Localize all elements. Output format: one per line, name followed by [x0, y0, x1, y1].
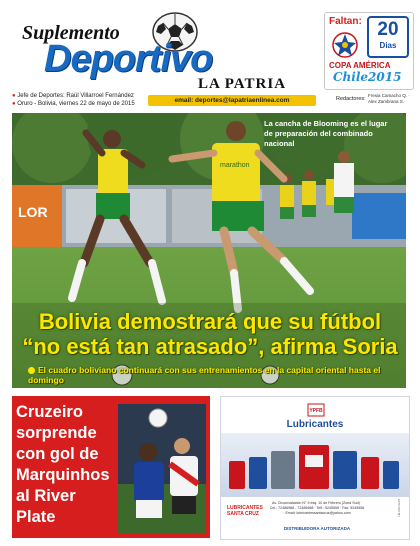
ad-product-title: Lubricantes	[286, 419, 344, 430]
secondary-headline: Cruzeiro sorprende con gol de Marquinhos al River Plate	[16, 403, 110, 526]
reporters-names: Fresia Camacho Q. · Alex Zambrana S.	[368, 93, 410, 104]
email-bar[interactable]: email: deportes@lapatriaenlinea.com	[148, 95, 316, 106]
main-lede: El cuadro boliviano continuará con sus entrenamientos en la capital oriental hasta el domingo	[28, 365, 381, 385]
ypfb-logo-icon	[307, 403, 325, 417]
secondary-story-box[interactable]	[12, 396, 210, 538]
copa-countdown-box	[324, 12, 414, 90]
newspaper-name: LA PATRIA	[198, 76, 287, 92]
secondary-photo	[118, 404, 206, 534]
ypfb-label: YPFB	[309, 408, 323, 414]
headline-line-2: “no está tan atrasado”, afirma Soria	[22, 334, 398, 359]
days-number: 20	[377, 19, 399, 40]
days-label: Dias	[379, 41, 397, 50]
supplement-label: Suplemento	[22, 22, 120, 44]
ad-code: LM-003-0215	[397, 499, 401, 517]
headline-line-1: Bolivia demostrará que su fútbol	[38, 309, 382, 334]
countdown-label: Faltan:	[329, 16, 362, 27]
bullet-icon	[28, 367, 35, 374]
svg-text:LOR: LOR	[18, 204, 48, 220]
tournament-name: COPA AMÉRICA	[329, 61, 391, 70]
reporters-label: Redactores:	[336, 96, 366, 102]
dealer-logo: LUBRICANTES SANTA CRUZ	[227, 505, 263, 517]
ad-footer	[221, 497, 409, 539]
days-remaining-card	[367, 16, 409, 58]
ad-product-band	[221, 433, 409, 503]
main-headline[interactable]	[18, 309, 402, 359]
svg-text:marathon: marathon	[220, 162, 250, 169]
info-bar	[0, 92, 420, 110]
sports-editor-line: ● Jefe de Deportes: Raúl Villarroel Fernández	[12, 93, 134, 99]
ad-distributor: DISTRIBUIDORA AUTORIZADA	[283, 526, 351, 531]
lubricants-advertisement[interactable]	[220, 396, 410, 540]
oil-containers-illustration	[221, 433, 409, 503]
main-photo	[12, 113, 406, 388]
section-title: Deportivo	[44, 38, 213, 80]
tournament-host: Chile2015	[333, 70, 402, 84]
ad-address: Av. Circunvalación N° 9 esq. 10 de Febrero (Zona Sud) · Cel.: 72486988 - 72486988 · Telf.: 5245555 · Fax: 5245556 · Email: lubricantessantacruz@yahoo.com	[269, 501, 365, 515]
match-scene-illustration	[118, 404, 206, 534]
photo-caption: La cancha de Blooming es el lugar de preparación del combinado nacional	[264, 119, 388, 148]
copa-america-logo-icon	[331, 31, 359, 59]
dateline: ● Oruro - Bolivia, viernes 22 de mayo de 2015	[12, 101, 135, 107]
masthead	[0, 0, 420, 92]
